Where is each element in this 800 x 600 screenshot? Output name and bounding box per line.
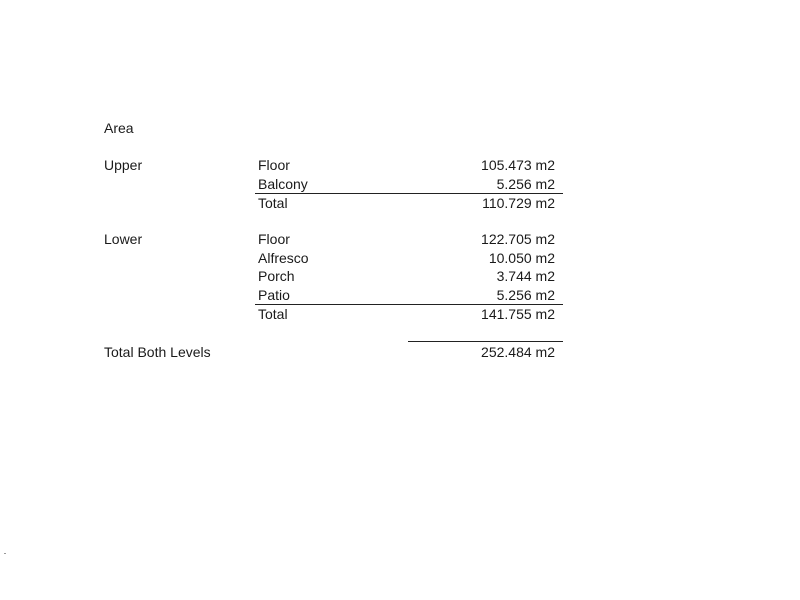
lower-row-porch-value: 3.744 m2 (496, 268, 555, 284)
upper-row-balcony-name: Balcony (258, 176, 308, 192)
stray-mark (4, 553, 6, 554)
grand-total-divider (408, 341, 563, 342)
lower-total-value: 141.755 m2 (481, 306, 555, 322)
section-label-upper: Upper (104, 157, 143, 173)
grand-total-value: 252.484 m2 (481, 344, 555, 360)
lower-row-porch-name: Porch (258, 268, 295, 284)
lower-row-alfresco-value: 10.050 m2 (488, 250, 555, 266)
grand-total-label: Total Both Levels (104, 344, 211, 360)
lower-row-patio-value: 5.256 m2 (496, 287, 555, 303)
upper-total-value: 110.729 m2 (482, 195, 555, 211)
upper-row-balcony-value: 5.256 m2 (496, 176, 555, 192)
lower-total-label: Total (258, 306, 288, 322)
lower-row-floor-name: Floor (258, 231, 290, 247)
upper-total-label: Total (258, 195, 288, 211)
lower-row-alfresco-name: Alfresco (258, 250, 309, 266)
lower-row-floor-value: 122.705 m2 (481, 231, 555, 247)
upper-row-floor-name: Floor (258, 157, 290, 173)
upper-row-floor-value: 105.473 m2 (481, 157, 555, 173)
lower-row-patio-name: Patio (258, 287, 290, 303)
section-label-lower: Lower (104, 231, 143, 247)
page-title: Area (104, 120, 134, 136)
